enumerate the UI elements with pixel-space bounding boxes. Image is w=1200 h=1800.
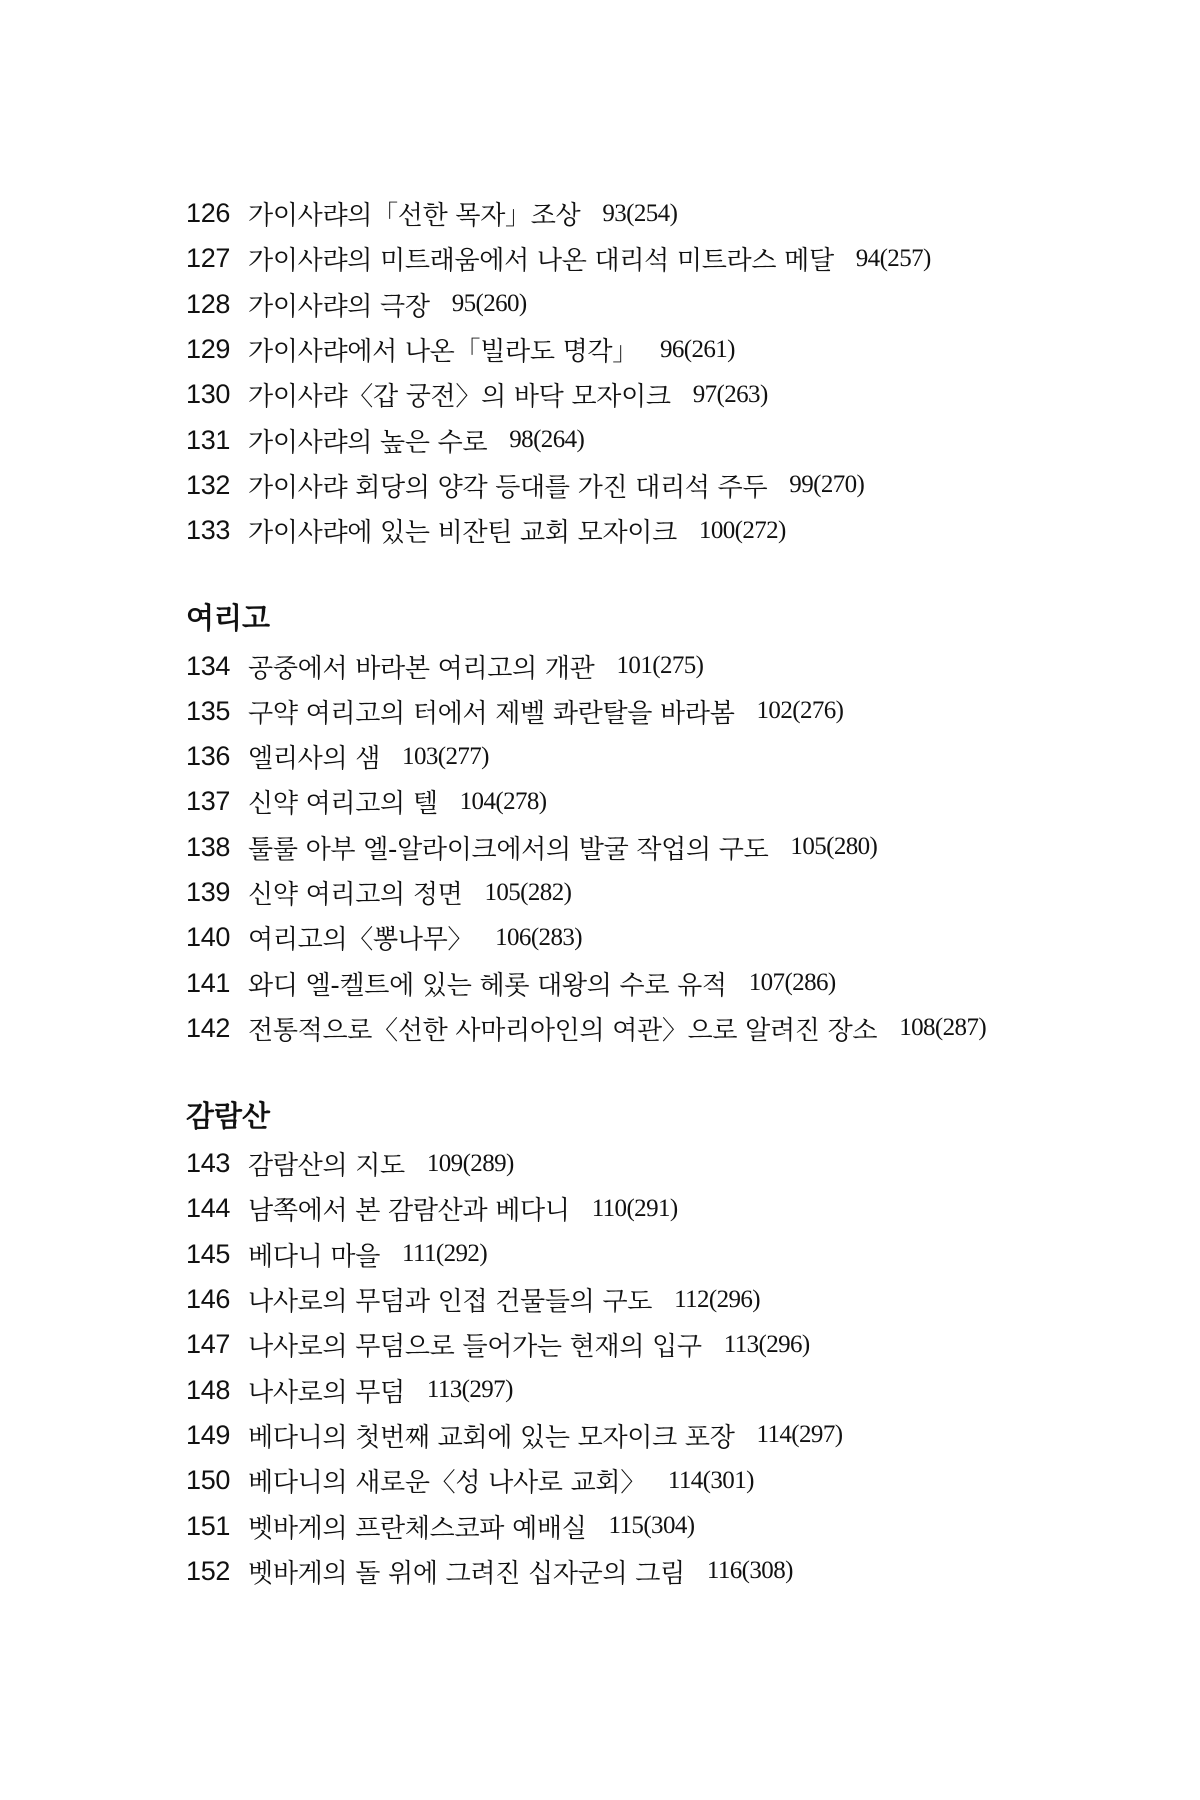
entry-title: 남쪽에서 본 감람산과 베다니: [248, 1196, 570, 1227]
entry-number: 129: [186, 334, 231, 365]
entry-number: 128: [186, 288, 231, 319]
entry-number: 136: [186, 741, 231, 772]
entry-page-ref: 112(296): [674, 1285, 761, 1313]
entry-number: 135: [186, 695, 231, 726]
entry-title: 가이사랴의「선한 목자」조상: [248, 201, 581, 232]
entry-number: 138: [186, 831, 231, 862]
entry-title: 툴룰 아부 엘-알라이크에서의 발굴 작업의 구도: [248, 834, 769, 865]
entry-number: 132: [186, 469, 231, 500]
list-item: [186, 1006, 1146, 1051]
list-item: [186, 1186, 1146, 1231]
list-item: [186, 417, 1146, 462]
entry-page-ref: 114(297): [756, 1421, 843, 1449]
list-item: [186, 870, 1146, 915]
entry-number: 147: [186, 1329, 231, 1360]
entry-number: 137: [186, 786, 231, 817]
list-item: [186, 779, 1146, 824]
entry-page-ref: 96(261): [659, 335, 735, 363]
list-item: [186, 327, 1146, 372]
entry-title: 와디 엘-켈트에 있는 헤롯 대왕의 수로 유적: [248, 970, 727, 1001]
entry-page-ref: 104(278): [459, 787, 547, 815]
entry-title: 가이사랴 회당의 양각 등대를 가진 대리석 주두: [248, 472, 768, 503]
entry-number: 149: [186, 1419, 231, 1450]
entry-number: 148: [186, 1374, 231, 1405]
list-item: [186, 1458, 1146, 1503]
entry-number: 152: [186, 1555, 231, 1586]
entry-title: 신약 여리고의 정면: [248, 880, 463, 910]
list-item: [186, 463, 1146, 508]
entry-page-ref: 111(292): [402, 1240, 488, 1268]
list-item: [186, 1141, 1146, 1186]
entry-title: 베다니의 첫번째 교회에 있는 모자이크 포장: [248, 1422, 735, 1453]
list-item: [186, 1368, 1146, 1413]
list-item: [186, 508, 1146, 553]
entry-page-ref: 97(263): [692, 380, 768, 408]
entry-page-ref: 103(277): [402, 742, 489, 770]
list-item: [186, 734, 1146, 779]
entry-number: 134: [186, 650, 231, 681]
entry-title: 가이사랴의 극장: [248, 291, 430, 322]
list-item: [186, 1232, 1146, 1277]
entry-page-ref: 107(286): [748, 969, 836, 997]
entry-title: 베다니의 새로운〈성 나사로 교회〉: [248, 1468, 646, 1499]
entry-title: 신약 여리고의 텔: [248, 789, 438, 820]
entry-title: 가이사랴에서 나온「빌라도 명각」: [248, 337, 638, 368]
entry-title: 전통적으로〈선한 사마리아인의 여관〉으로 알려진 장소: [248, 1015, 878, 1046]
entry-page-ref: 115(304): [608, 1512, 695, 1540]
entry-number: 142: [186, 1012, 231, 1043]
entry-title: 엘리사의 샘: [248, 744, 381, 775]
entry-number: 131: [186, 424, 231, 455]
list-item: [186, 236, 1146, 281]
list-item: [186, 825, 1146, 870]
entry-number: 126: [186, 198, 231, 229]
entry-number: 140: [186, 922, 231, 953]
figure-list-page: [186, 191, 1146, 1594]
entry-page-ref: 93(254): [602, 199, 678, 227]
entry-number: 150: [186, 1465, 231, 1496]
entry-title: 벳바게의 돌 위에 그려진 십자군의 그림: [248, 1558, 685, 1589]
entry-page-ref: 99(270): [789, 471, 865, 499]
entry-page-ref: 100(272): [698, 516, 786, 544]
list-item: [186, 689, 1146, 734]
entry-title: 여리고의〈뽕나무〉: [248, 925, 474, 956]
entry-title: 가이사랴의 높은 수로: [248, 427, 488, 458]
list-item: [186, 1413, 1146, 1458]
group-mount-of-olives: [186, 1096, 1146, 1594]
list-item: [186, 372, 1146, 417]
entry-page-ref: 116(308): [706, 1557, 793, 1585]
entry-page-ref: 105(280): [790, 833, 878, 861]
list-item: [186, 1277, 1146, 1322]
entry-page-ref: 114(301): [667, 1466, 754, 1494]
entry-number: 141: [186, 967, 231, 998]
entry-page-ref: 98(264): [509, 426, 585, 454]
entry-title: 베다니 마을: [248, 1241, 381, 1272]
entry-page-ref: 101(275): [616, 652, 704, 680]
list-item: [186, 915, 1146, 960]
entry-page-ref: 105(282): [484, 878, 572, 906]
list-item: [186, 191, 1146, 236]
list-item: [186, 960, 1146, 1005]
entry-page-ref: 102(276): [756, 697, 844, 725]
entry-number: 139: [186, 877, 231, 907]
group-caesarea: [186, 191, 1146, 553]
entry-page-ref: 110(291): [591, 1194, 678, 1222]
list-item: [186, 1322, 1146, 1367]
entry-title: 감람산의 지도: [248, 1151, 405, 1182]
entry-title: 나사로의 무덤: [248, 1377, 405, 1408]
list-item: [186, 1503, 1146, 1548]
entry-number: 130: [186, 379, 231, 410]
section-heading: 여리고: [186, 601, 271, 636]
entry-page-ref: 109(289): [426, 1149, 514, 1177]
entry-number: 144: [186, 1193, 231, 1224]
entry-number: 151: [186, 1510, 231, 1541]
entry-title: 벳바게의 프란체스코파 예배실: [248, 1513, 587, 1544]
entry-page-ref: 113(296): [723, 1330, 810, 1358]
entry-title: 가이사랴〈갑 궁전〉의 바닥 모자이크: [248, 382, 671, 413]
group-jericho: [186, 598, 1146, 1051]
list-item: [186, 643, 1146, 688]
entry-number: 127: [186, 243, 231, 274]
entry-title: 나사로의 무덤과 인접 건물들의 구도: [248, 1287, 653, 1318]
entry-number: 145: [186, 1238, 231, 1269]
entry-page-ref: 106(283): [495, 923, 582, 951]
list-item: [186, 282, 1146, 327]
entry-title: 구약 여리고의 터에서 제벨 콰란탈을 바라봄: [248, 698, 735, 729]
entry-number: 133: [186, 515, 231, 546]
entry-number: 143: [186, 1148, 231, 1179]
entry-number: 146: [186, 1284, 231, 1315]
entry-title: 나사로의 무덤으로 들어가는 현재의 입구: [248, 1332, 702, 1363]
list-item: [186, 1549, 1146, 1594]
entry-title: 공중에서 바라본 여리고의 개관: [248, 653, 595, 684]
entry-page-ref: 95(260): [451, 290, 527, 318]
entry-title: 가이사랴에 있는 비잔틴 교회 모자이크: [248, 518, 677, 549]
entry-page-ref: 113(297): [426, 1376, 513, 1404]
section-heading: 감람산: [186, 1099, 271, 1134]
entry-title: 가이사랴의 미트래움에서 나온 대리석 미트라스 메달: [248, 246, 834, 277]
entry-page-ref: 94(257): [855, 244, 931, 272]
entry-page-ref: 108(287): [899, 1014, 987, 1042]
